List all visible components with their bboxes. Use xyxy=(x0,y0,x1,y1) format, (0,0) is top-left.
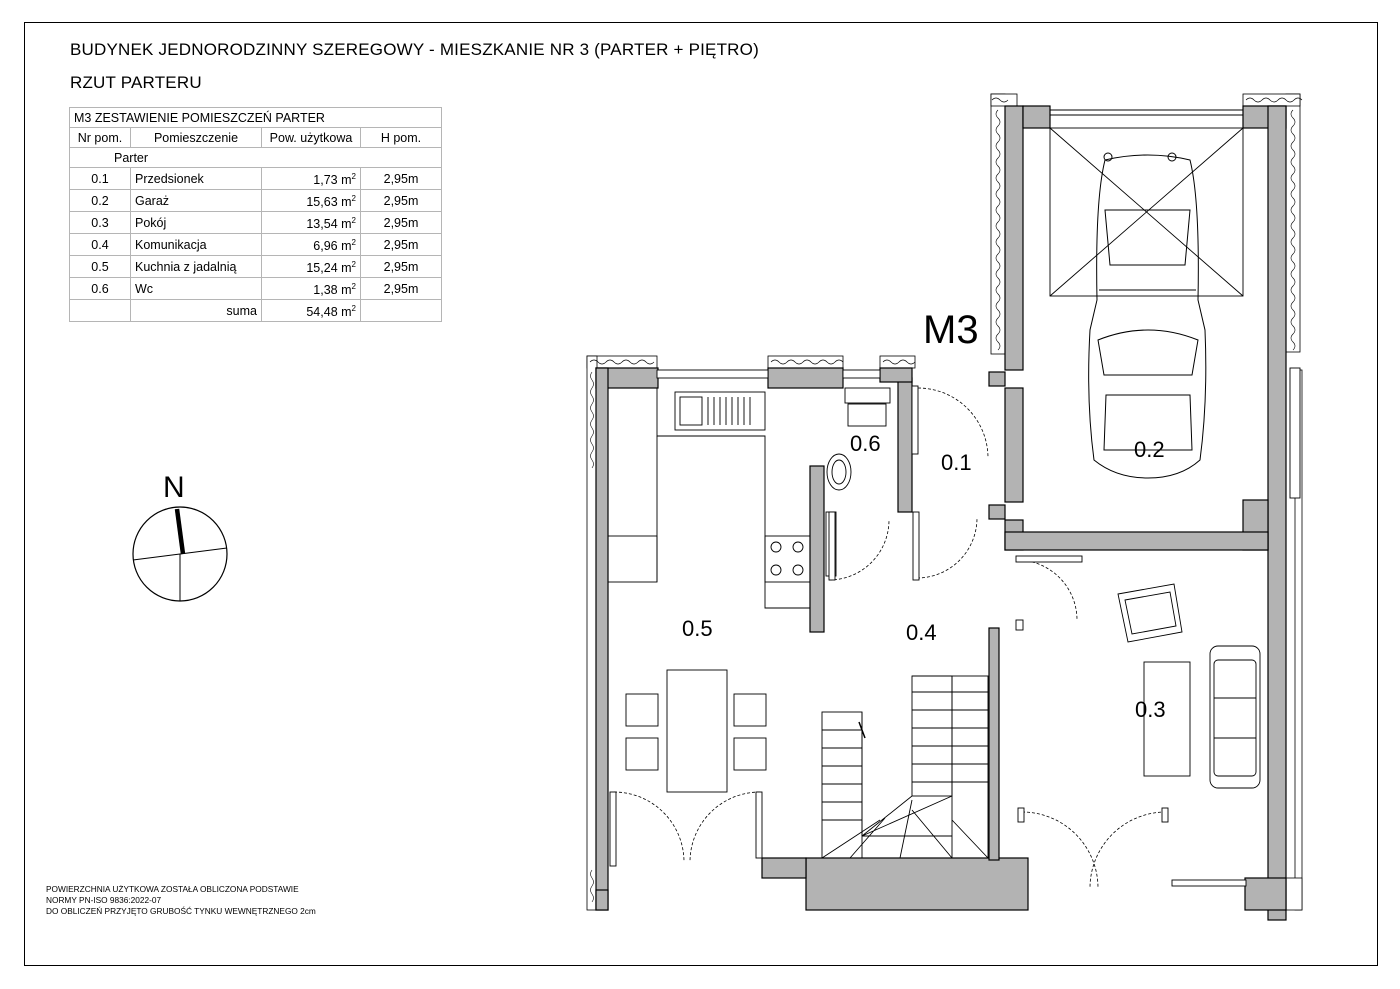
room-number: 0.1 xyxy=(70,168,131,190)
room-label-0-1: 0.1 xyxy=(941,450,972,475)
insulation-layer xyxy=(587,94,1302,910)
room-height: 2,95m xyxy=(361,234,442,256)
room-label-0-2: 0.2 xyxy=(1134,437,1165,462)
room-furniture xyxy=(1118,584,1260,788)
room-name: Przedsionek xyxy=(131,168,262,190)
note-line: POWIERZCHNIA UŻYTKOWA ZOSTAŁA OBLICZONA PODSTAWIE xyxy=(46,884,299,894)
notes-block xyxy=(46,884,316,917)
room-height: 2,95m xyxy=(361,256,442,278)
room-area: 15,24 $m^2$ xyxy=(262,256,361,278)
room-label-0-3: 0.3 xyxy=(1135,697,1166,722)
header-height: H pom. xyxy=(361,128,442,148)
unit-label: M3 xyxy=(923,308,979,352)
sum-value: 54,48 $m^2$ xyxy=(262,300,361,322)
room-label-0-5: 0.5 xyxy=(682,616,713,641)
room-number: 0.6 xyxy=(70,278,131,300)
staircase xyxy=(822,676,988,858)
room-height: 2,95m xyxy=(361,168,442,190)
room-area: 1,73 $m^2$ xyxy=(262,168,361,190)
wc-fixtures xyxy=(826,388,890,576)
room-label-0-6: 0.6 xyxy=(850,431,881,456)
north-label: N xyxy=(163,471,185,504)
room-number: 0.4 xyxy=(70,234,131,256)
table-caption: M3 ZESTAWIENIE POMIESZCZEŃ PARTER xyxy=(70,108,442,128)
kitchen-furniture xyxy=(608,388,810,792)
garage xyxy=(1050,110,1243,478)
room-number: 0.2 xyxy=(70,190,131,212)
room-number: 0.3 xyxy=(70,212,131,234)
car-icon xyxy=(1089,153,1206,478)
room-height: 2,95m xyxy=(361,212,442,234)
room-name: Pokój xyxy=(131,212,262,234)
room-height: 2,95m xyxy=(361,278,442,300)
room-area: 13,54 $m^2$ xyxy=(262,212,361,234)
room-name: Garaż xyxy=(131,190,262,212)
room-area: 1,38 $m^2$ xyxy=(262,278,361,300)
insulation-hatch xyxy=(590,98,1302,902)
walls xyxy=(596,106,1286,920)
header-area: Pow. użytkowa xyxy=(262,128,361,148)
drawing-title: BUDYNEK JEDNORODZINNY SZEREGOWY - MIESZKANIE NR 3 (PARTER + PIĘTRO) xyxy=(70,40,759,59)
compass xyxy=(133,507,227,601)
header-nr: Nr pom. xyxy=(70,128,131,148)
header-name: Pomieszczenie xyxy=(131,128,262,148)
note-line: DO OBLICZEŃ PRZYJĘTO GRUBOŚĆ TYNKU WEWNĘTRZNEGO 2cm xyxy=(46,906,316,916)
sum-label: suma xyxy=(131,300,262,322)
note-line: NORMY PN-ISO 9836:2022-07 xyxy=(46,895,162,905)
room-name: Wc xyxy=(131,278,262,300)
room-height: 2,95m xyxy=(361,190,442,212)
floor-label: Parter xyxy=(70,148,442,168)
drawing-subtitle: RZUT PARTERU xyxy=(70,73,202,92)
windows xyxy=(657,368,1300,498)
room-label-0-4: 0.4 xyxy=(906,620,937,645)
room-name: Kuchnia z jadalnią xyxy=(131,256,262,278)
room-name: Komunikacja xyxy=(131,234,262,256)
room-area: 15,63 $m^2$ xyxy=(262,190,361,212)
room-area: 6,96 $m^2$ xyxy=(262,234,361,256)
room-number: 0.5 xyxy=(70,256,131,278)
